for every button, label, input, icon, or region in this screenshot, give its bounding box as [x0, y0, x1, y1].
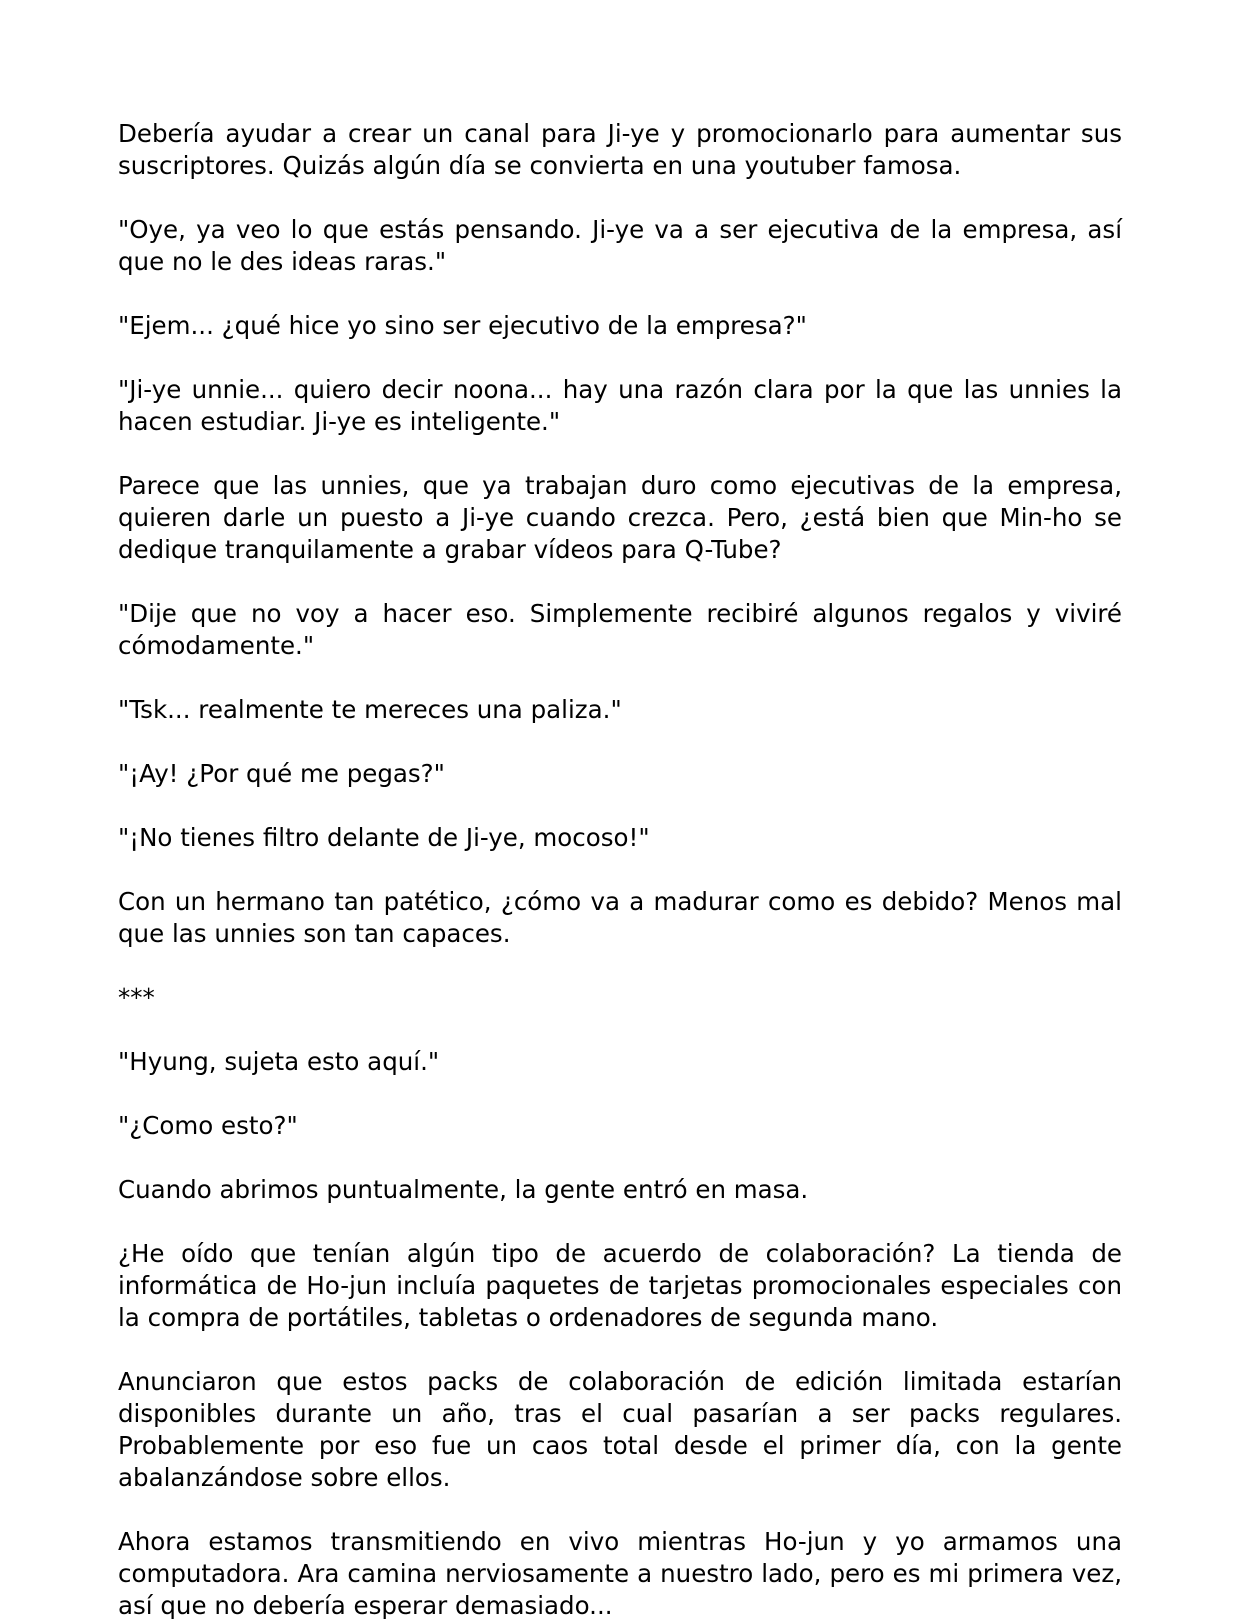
paragraph: "Oye, ya veo lo que estás pensando. Ji-ye va a ser ejecutiva de la empresa, así que no le des ideas raras." — [118, 215, 1122, 276]
scene-break: *** — [118, 983, 155, 1012]
paragraph: Debería ayudar a crear un canal para Ji-ye y promocionarlo para aumentar sus suscriptores. Quizás algún día se convierta en una youtuber famosa. — [118, 119, 1122, 180]
paragraph: Anunciaron que estos packs de colaboración de edición limitada estarían disponibles durante un año, tras el cual pasarían a ser packs regulares. Probablemente por eso fue un caos total desde el primer día, con la gente abalanzándose sobre ellos. — [118, 1367, 1122, 1492]
paragraph: "Dije que no voy a hacer eso. Simplemente recibiré algunos regalos y viviré cómodamente." — [118, 599, 1122, 660]
paragraph: "Ji-ye unnie... quiero decir noona... hay una razón clara por la que las unnies la hacen estudiar. Ji-ye es inteligente." — [118, 375, 1122, 436]
paragraph: "Tsk... realmente te mereces una paliza." — [118, 695, 622, 724]
paragraph: "¡No tienes filtro delante de Ji-ye, mocoso!" — [118, 823, 650, 852]
paragraph: Cuando abrimos puntualmente, la gente entró en masa. — [118, 1175, 809, 1204]
document-body — [118, 118, 1122, 1620]
paragraph: Con un hermano tan patético, ¿cómo va a madurar como es debido? Menos mal que las unnies son tan capaces. — [118, 887, 1122, 948]
paragraph: "Ejem... ¿qué hice yo sino ser ejecutivo de la empresa?" — [118, 311, 807, 340]
paragraph: "Hyung, sujeta esto aquí." — [118, 1047, 440, 1076]
paragraph: Parece que las unnies, que ya trabajan duro como ejecutivas de la empresa, quieren darle un puesto a Ji-ye cuando crezca. Pero, ¿está bien que Min-ho se dedique tranquilamente a grabar vídeos para Q-Tube? — [118, 471, 1122, 564]
paragraph: ¿He oído que tenían algún tipo de acuerdo de colaboración? La tienda de informática de Ho-jun incluía paquetes de tarjetas promocionales especiales con la compra de portátiles, tabletas o ordenadores de segunda mano. — [118, 1239, 1122, 1332]
paragraph: "¡Ay! ¿Por qué me pegas?" — [118, 759, 445, 788]
paragraph: Ahora estamos transmitiendo en vivo mientras Ho-jun y yo armamos una computadora. Ara camina nerviosamente a nuestro lado, pero es mi primera vez, así que no debería esperar demasiado... — [118, 1527, 1122, 1620]
paragraph: "¿Como esto?" — [118, 1111, 298, 1140]
